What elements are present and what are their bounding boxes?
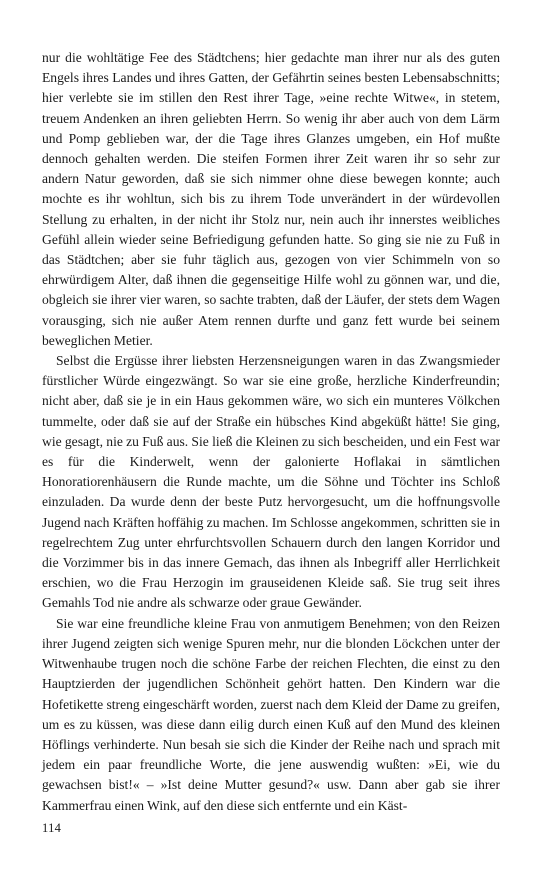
page-number: 114 [42, 821, 62, 835]
paragraph-2: Selbst die Ergüsse ihrer liebsten Herzensneigungen waren in das Zwangsmieder fürstlicher Würde eingezwängt. So war sie eine große, herzliche Kinderfreundin; nicht aber, daß sie je in ein Haus gekommen wäre, wo sich ein munteres Völkchen tummelte, oder daß sie auf der Straße ein hübsches Kind abgeküßt hätte! Sie ging, wie gesagt, nie zu Fuß aus. Sie ließ die Kleinen zu sich bescheiden, und ein Fest war es für die Kinderwelt, wenn der galonierte Hoflakai in sämtlichen Honoratiorenhäusern die Runde machte, um die Söhne und Töchter ins Schloß einzuladen. Da wurde denn der beste Putz hervorgesucht, um die hoffnungsvolle Jugend nach Kräften hoffähig zu machen. Im Schlosse angekommen, schritten sie in regelrechtem Zug unter ehrfurchtsvollen Schauern durch den langen Korridor und die Vorzimmer bis in das innere Gemach, das ihnen als Inbegriff aller Herrlichkeit erschien, wo die Frau Herzogin im grauseidenen Kleide saß. Sie trug seit ihres Gemahls Tod nie andre als schwarze oder graue Gewänder. [42, 353, 500, 611]
paragraph-3: Sie war eine freundliche kleine Frau von anmutigem Benehmen; von den Reizen ihrer Jugend zeigten sich wenige Spuren mehr, nur die blonden Löckchen unter der Witwenhaube trugen noch die schöne Farbe der reichen Flechten, die einst zu den Hauptzierden der jugendlichen Schönheit gehört hatten. Den Kindern war die Hofetikette streng eingeschärft worden, zuerst nach dem Kleid der Dame zu greifen, um es zu küssen, was diese dann eilig durch einen Kuß auf den Mund des kleinen Höflings verhinderte. Nun besah sie sich die Kinder der Reihe nach und sprach mit jedem ein paar freundliche Worte, die jene auswendig wußten: »Ei, wie du gewachsen bist!« – »Ist deine Mutter gesund?« usw. Dann aber gab sie ihrer Kammerfrau einen Wink, auf den diese sich entfernte und ein Käst- [42, 615, 500, 813]
paragraph-1: nur die wohltätige Fee des Städtchens; hier gedachte man ihrer nur als des guten Engels ihres Landes und ihres Gatten, der Gefährtin seines besten Lebensabschnitts; hier verlebte sie im stillen den Rest ihrer Tage, »eine rechte Witwe«, in stetem, treuem Andenken an ihren geliebten Herrn. So wenig ihr aber auch von dem Lärm und Pomp geblieben war, der die Tage ihres Glanzes umgeben, ein Hof mußte dennoch gehalten werden. Die steifen Formen ihrer Zeit waren ihr so sehr zur andern Natur geworden, daß sie sich nimmer ohne diese bewegen konnte; auch mochte es ihr wohltun, sich bis zu ihrem Tode unverändert in der würdevollen Stellung zu erhalten, in der nicht ihr Stolz nur, nein auch ihr innerstes weibliches Gefühl allein wieder seine Befriedigung gefunden hatte. So ging sie nie zu Fuß in das Städtchen; aber sie fuhr täglich aus, gezogen von vier Schimmeln von so ehrwürdigem Alter, daß ihnen die gegenseitige Hilfe wohl zu gönnen war, und die, obgleich sie ihrer vier waren, so sachte trabten, daß der Läufer, der stets dem Wagen vorausging, sich nie außer Atem rennen durfte und ganz fett wurde bei seinem beweglichen Metier. [42, 50, 500, 348]
book-page [42, 48, 500, 816]
